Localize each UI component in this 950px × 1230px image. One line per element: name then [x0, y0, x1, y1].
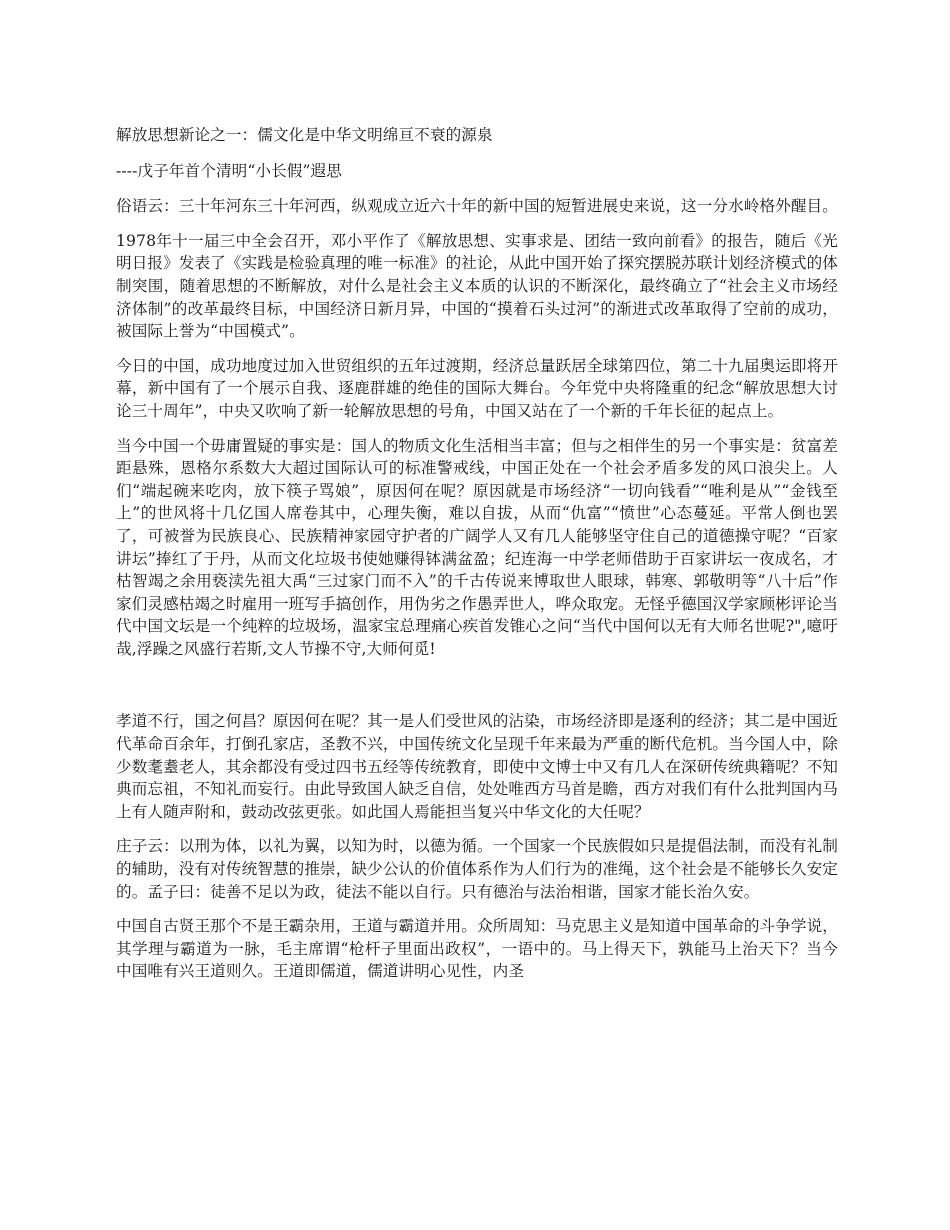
- document-title: 解放思想新论之一：儒文化是中华文明绵亘不衰的源泉: [116, 126, 493, 144]
- paragraph-7: 中国自古贤王那个不是王霸杂用，王道与霸道并用。众所周知：马克思主义是知道中国革命的斗争学说，其学理与霸道为一脉，毛主席谓“枪杆子里面出政权”，一语中的。马上得天下，孰能马上治天下？当今中国唯有兴王道则久。王道即儒道，儒道讲明心见性，内圣: [116, 917, 838, 981]
- paragraph-4: 当今中国一个毋庸置疑的事实是：国人的物质文化生活相当丰富；但与之相伴生的另一个事实是：贫富差距悬殊，恩格尔系数大大超过国际认可的标准警戒线，中国正处在一个社会矛盾多发的风口浪尖上。人们“端起碗来吃肉，放下筷子骂娘”，原因何在呢？原因就是市场经济“一切向钱看”“唯利是从”“金钱至上”的世风将十几亿国人席卷其中，心理失衡，难以自拔，从而“仇富”“愤世”心态蔓延。平常人倒也罢了，可被誉为民族良心、民族精神家园守护者的广阔学人又有几人能够坚守住自己的道德操守呢？“百家讲坛”捧红了于丹，从而文化垃圾书使她赚得钵满盆盈；纪连海一中学老师借助于百家讲坛一夜成名，才枯智竭之余用亵渎先祖大禹“三过家门而不入”的千古传说来博取世人眼球，韩寒、郭敬明等“八十后”作家们灵感枯竭之时雇用一班写手搞创作，用伪劣之作愚弄世人，哗众取宠。无怪乎德国汉学家顾彬评论当代中国文坛是一个纯粹的垃圾场，温家宝总理痛心疾首发锥心之问“当代中国何以无有大师名世呢?",噫吁哉,浮躁之风盛行若斯,文人节操不守,大师何觅!: [116, 436, 838, 658]
- paragraph-2: 1978年十一届三中全会召开，邓小平作了《解放思想、实事求是、团结一致向前看》的报告，随后《光明日报》发表了《实践是检验真理的唯一标准》的社论，从此中国开始了探究摆脱苏联计划经济模式的体制突围，随着思想的不断解放，对什么是社会主义本质的认识的不断深化，最终确立了“社会主义市场经济体制”的改革最终目标，中国经济日新月异，中国的“摸着石头过河”的渐进式改革取得了空前的成功，被国际上誉为“中国模式”。: [116, 231, 838, 341]
- paragraph-5: 孝道不行，国之何昌？原因何在呢？其一是人们受世风的沾染，市场经济即是逐利的经济；其二是中国近代革命百余年，打倒孔家店，圣教不兴，中国传统文化呈现千年来最为严重的断代危机。当今国人中，除少数耄耋老人，其余都没有受过四书五经等传统教育，即使中文博士中又有几人在深研传统典籍呢？不知典而忘祖，不知礼而妄行。由此导致国人缺乏自信，处处唯西方马首是瞻，西方对我们有什么批判国内马上有人随声附和，鼓动改弦更张。如此国人焉能担当复兴中华文化的大任呢？: [116, 712, 838, 821]
- paragraph-gap: [116, 672, 838, 710]
- document-body: [116, 124, 838, 995]
- paragraph-6: 庄子云：以刑为体，以礼为翼，以知为时，以德为循。一个国家一个民族假如只是提倡法制，而没有礼制的辅助，没有对传统智慧的推崇，缺少公认的价值体系作为人们行为的准绳，这个社会是不能够长久安定的。孟子曰：徒善不足以为政，徒法不能以自行。只有德治与法治相谐，国家才能长治久安。: [116, 837, 838, 901]
- document-subtitle: ----戊子年首个清明“小长假”遐思: [116, 161, 342, 180]
- paragraph-1: 俗语云：三十年河东三十年河西，纵观成立近六十年的新中国的短暂进展史来说，这一分水岭格外醒目。: [116, 197, 838, 216]
- paragraph-3: 今日的中国，成功地度过加入世贸组织的五年过渡期，经济总量跃居全球第四位，第二十九届奥运即将开幕，新中国有了一个展示自我、逐鹿群雄的绝佳的国际大舞台。今年党中央将隆重的纪念“解放思想大讨论三十周年”，中央又吹响了新一轮解放思想的号角，中国又站在了一个新的千年长征的起点上。: [116, 356, 838, 420]
